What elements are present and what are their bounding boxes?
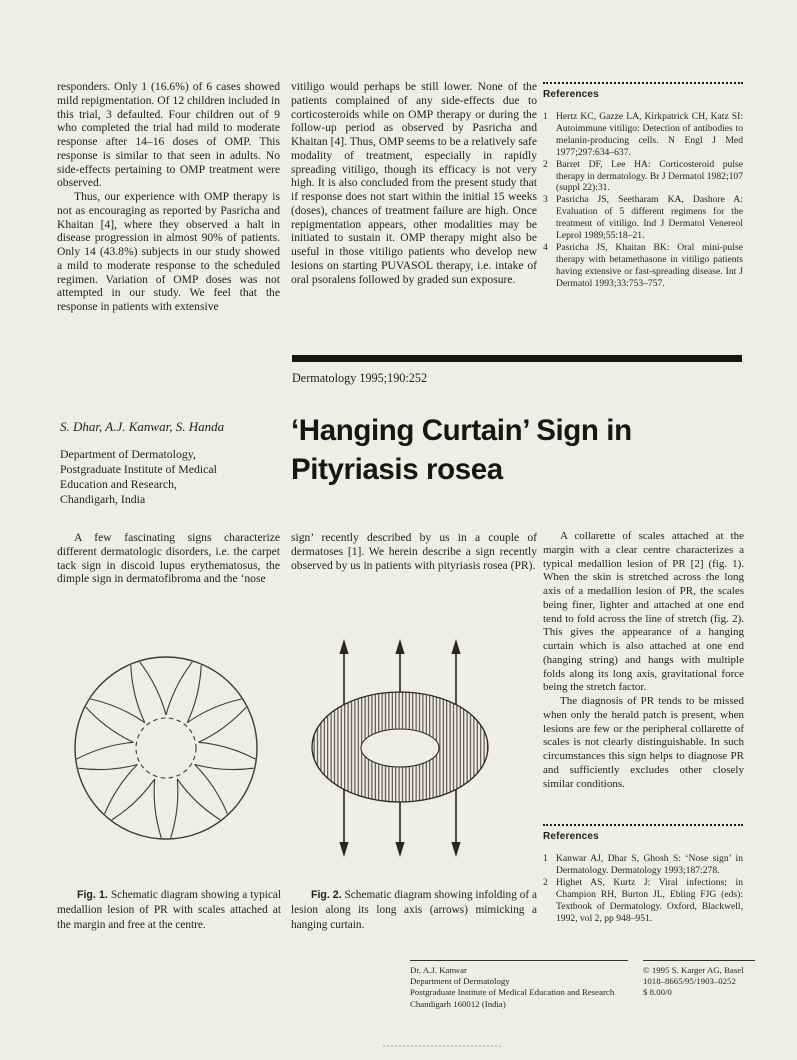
paragraph: A collarette of scales attached at the margin with a clear centre characterizes a typical medallion lesion of PR [2] (fig. 1). When the skin is stretched across the long axis of a medallion lesion of PR, the scales being finer, lighter and attached at one end tend to fold across the line of stretch (fig. 2). This gives the appearance of a hanging curtain which is also attached at one end (hanging string) and hangs with multiple folds along its long axis, gravitational force being the stretch factor. [543, 530, 744, 694]
paragraph: vitiligo would perhaps be still lower. None of the patients complained of any side-effects due to corticosteroids while on OMP therapy or during the follow-up period as observed by Pasricha and Khaitan [4]. Thus, OMP seems to be a relatively safe modality of treatment, especially in rapidly spreading vitiligo, though its efficacy is not very high. It is also concluded from the present study that if response does not start within the initial 15 weeks (doses), chances of treatment failure are high. Once repigmentation appears, other modalities may be initiated to sustain it. OMP therapy might also be useful in those vitiligo patients who develop new lesions on starting PUVASOL therapy, i.e. intake of oral psoralens followed by graded sun exposure. [291, 80, 537, 286]
article-column-1 [57, 531, 280, 586]
article-title [291, 411, 751, 489]
reference-number: 2 [543, 876, 548, 888]
author-line: S. Dhar, A.J. Kanwar, S. Handa [60, 419, 225, 434]
paragraph: The diagnosis of PR tends to be missed when only the herald patch is present, when lesions are few or the peripheral collarette of scales is not clearly distinguishable. In such circumstances this sign helps to diagnose PR and sufficiently excludes other closely similar conditions. [543, 695, 744, 790]
paragraph: sign’ recently described by us in a couple of dermatoses [1]. We herein describe a sign recently observed by us in patients with pityriasis rosea (PR). [291, 531, 537, 572]
reference-number: 2 [543, 158, 548, 170]
correspondence-block [410, 960, 628, 1010]
reference-text: Barret DF, Lee HA: Corticosteroid pulse therapy in dermatology. Br J Dermatol 1982;107 (suppl 22):31. [556, 158, 743, 194]
fig1-inner-dashed-circle [136, 718, 196, 778]
reference-text: Pasricha JS, Seetharam KA, Dashore A: Evaluation of 5 different regimens for the treatment of vitiligo. Ind J Dermatol Venereol Leprol 1989;55:18–21. [556, 194, 743, 242]
correspondence-line: Chandigarh 160012 (India) [410, 998, 506, 1009]
article-column-3 [543, 530, 744, 791]
publisher-line: 1018–8665/95/1903–0252 [643, 976, 736, 987]
reference-item [543, 877, 743, 925]
fig2-hanging-curtain-diagram [292, 613, 536, 905]
fig1-caption-label: Fig. 1. [77, 889, 108, 901]
reference-text: Kanwar AJ, Dhar S, Ghosh S: ‘Nose sign’ in Dermatology. Dermatology 1993;187:278. [556, 853, 743, 876]
reference-item [543, 159, 743, 195]
reference-text: Hertz KC, Gazze LA, Kirkpatrick CH, Katz SI: Autoimmune vitiligo: Detection of antibodies to melanin-producing cells. N Engl J Med 1977;297:634–637. [556, 111, 743, 158]
article-references [543, 824, 743, 924]
dotted-rule [543, 82, 743, 84]
correspondence-line: Department of Dermatology [410, 976, 510, 987]
affiliation-line: Postgraduate Institute of Medical [60, 462, 217, 476]
references-heading: References [543, 831, 599, 842]
reference-number: 1 [543, 853, 548, 864]
fig1-caption-text: Schematic diagram showing a typical medallion lesion of PR with scales attached at the margin and free at the centre. [57, 889, 282, 931]
correspondence-line: Dr. A.J. Kanwar [410, 965, 467, 975]
publisher-line: © 1995 S. Karger AG, Basel [643, 965, 744, 975]
fig2-caption-text: Schematic diagram showing infolding of a lesion along its long axis (arrows) mimicking a hanging curtain. [291, 889, 537, 931]
prev-article-column-1 [57, 80, 280, 314]
reference-text: Highet AS, Kurtz J: Viral infections; in Champion RH, Burton JL, Ebling FJG (eds): Textbook of Dermatology. Oxford, Blackwell, 1992, vol 2, pp 948–951. [556, 876, 743, 924]
reference-number: 3 [543, 194, 548, 206]
prev-article-references [543, 82, 743, 290]
fig1-scale-lines [77, 662, 256, 838]
article-title-line-1: ‘Hanging Curtain’ Sign in [291, 414, 632, 447]
fig2-clear-centre [361, 729, 439, 767]
reference-item [543, 242, 743, 290]
fig1-caption [57, 888, 281, 933]
reference-item [543, 853, 743, 877]
journal-citation: Dermatology 1995;190:252 [292, 371, 428, 385]
fig2-caption-label: Fig. 2. [311, 889, 342, 901]
publisher-block [643, 960, 755, 999]
fig1-medallion-lesion-diagram [58, 628, 280, 872]
paragraph: responders. Only 1 (16.6%) of 6 cases showed mild repigmentation. Of 12 children included in this trial, 3 defaulted. Four children out of 9 who completed the trial had mild to moderate response after 14–16 doses of OMP. This response is similar to that seen in adults. No side-effects pertaining to OMP treatment were observed. [57, 80, 280, 190]
dotted-rule [543, 824, 743, 826]
reference-item [543, 194, 743, 242]
reference-number: 1 [543, 111, 548, 122]
scan-artifact-dots [383, 1045, 501, 1047]
paragraph: A few fascinating signs characterize different dermatologic disorders, i.e. the carpet tack sign in discoid lupus erythematosus, the dimple sign in dermatofibroma and the ‘nose [57, 531, 280, 586]
article-title-line-2: Pityriasis rosea [291, 453, 503, 486]
section-divider-bar [292, 355, 742, 362]
fig2-caption [291, 888, 537, 933]
reference-item [543, 111, 743, 159]
publisher-line: $ 8.00/0 [643, 987, 672, 998]
correspondence-line: Postgraduate Institute of Medical Education and Research [410, 987, 615, 998]
reference-number: 4 [543, 241, 548, 253]
affiliation-line: Education and Research, [60, 477, 177, 491]
affiliation-line: Chandigarh, India [60, 492, 146, 506]
article-column-2 [291, 531, 537, 572]
affiliation-block [60, 447, 217, 507]
affiliation-line: Department of Dermatology, [60, 447, 196, 461]
references-heading: References [543, 89, 599, 100]
reference-text: Pasricha JS, Khaitan BK: Oral mini-pulse therapy with betamethasone in vitiligo patients having extensive or fast-spreading disease. Int J Dermatol 1993;33:753–757. [556, 241, 743, 289]
prev-article-column-2 [291, 80, 537, 286]
paragraph: Thus, our experience with OMP therapy is not as encouraging as reported by Pasricha and Khaitan [4], where they observed a halt in disease progression in almost 90% of patients. Only 14 (43.8%) subjects in our study showed a mild to moderate response to the scheduled regimen. Variation of OMP doses was not attempted in our study. We feel that the response in patients with extensive [57, 190, 280, 313]
